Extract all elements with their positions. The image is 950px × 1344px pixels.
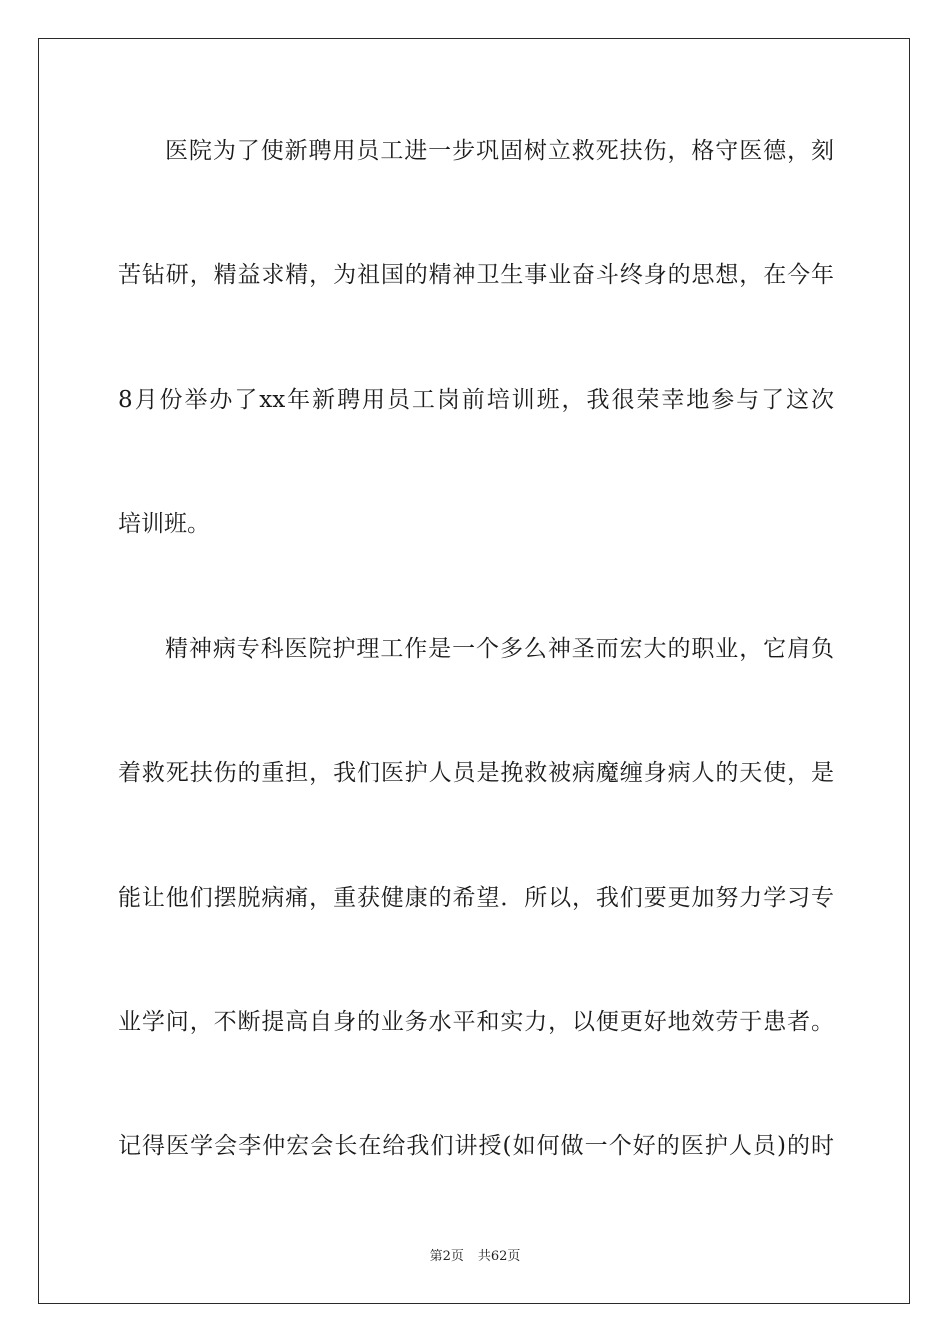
page-footer xyxy=(0,1248,950,1266)
paragraph-2-line-2: 着救死扶伤的重担，我们医护人员是挽救被病魔缠身病人的天使，是 xyxy=(118,760,834,786)
paragraph-1-line-2: 苦钻研，精益求精，为祖国的精神卫生事业奋斗终身的思想，在今年 xyxy=(118,262,834,288)
paragraph-2-line-4: 业学问，不断提高自身的业务水平和实力，以便更好地效劳于患者。 xyxy=(118,1009,834,1035)
page-total: 共62页 xyxy=(477,1249,521,1264)
paragraph-1-line-4: 培训班。 xyxy=(118,511,210,537)
paragraph-2-line-3: 能让他们摆脱病痛，重获健康的希望．所以，我们要更加努力学习专 xyxy=(118,885,834,911)
page-border xyxy=(38,38,910,1304)
paragraph-2-line-5: 记得医学会李仲宏会长在给我们讲授(如何做一个好的医护人员)的时 xyxy=(118,1133,834,1159)
paragraph-1-line-3: 8月份举办了xx年新聘用员工岗前培训班，我很荣幸地参与了这次 xyxy=(118,387,834,413)
paragraph-1-line-1: 医院为了使新聘用员工进一步巩固树立救死扶伤，格守医德，刻 xyxy=(165,138,834,164)
page-number: 第2页 xyxy=(429,1249,464,1264)
paragraph-2-line-1: 精神病专科医院护理工作是一个多么神圣而宏大的职业，它肩负 xyxy=(165,636,834,662)
